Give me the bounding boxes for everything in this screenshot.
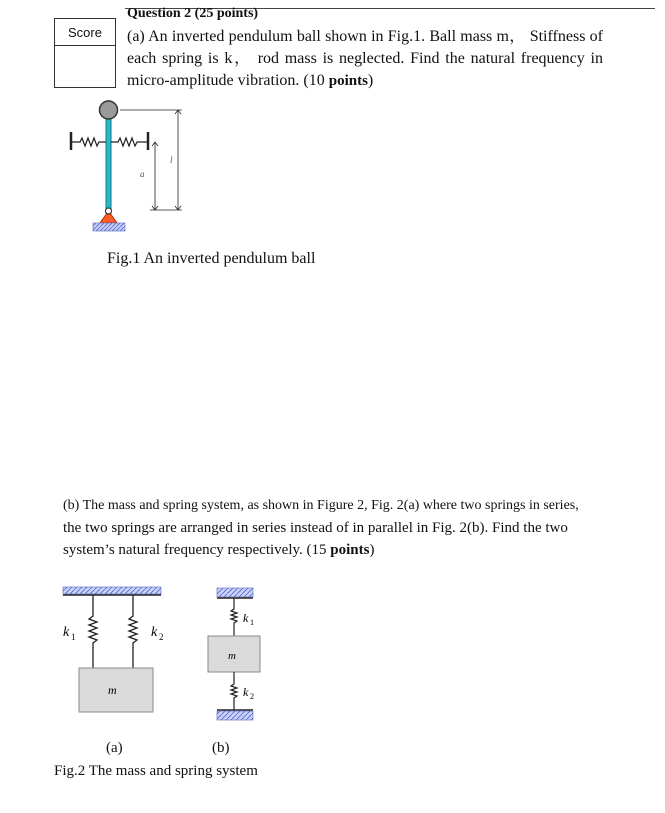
fig2a-k2-label: k: [151, 625, 158, 640]
pendulum-rod: [106, 115, 111, 213]
fig2b-k1-sub: 1: [250, 618, 254, 627]
fig2b-spring-k2: [231, 672, 237, 710]
score-box: [54, 18, 116, 88]
part-b-line-3-wrap: [63, 539, 603, 561]
fig1-a-label: a: [140, 169, 145, 179]
part-a-body: (a) An inverted pendulum ball shown in Fig.1. Ball mass m， Stiffness of each spring is k， rod mass is neglected. Find the natural frequency in micro-amplitude vibration. (10: [127, 28, 603, 89]
figure-1-caption: Fig.1 An inverted pendulum ball: [107, 250, 316, 267]
figure-2a: [55, 584, 170, 714]
part-b-text: [63, 495, 603, 561]
figure-2b: [202, 584, 262, 726]
fig1-left-spring: [71, 138, 106, 146]
fig2a-sublabel: (a): [106, 740, 123, 756]
figure-1: [60, 95, 200, 245]
fig2b-mass-label: m: [228, 650, 236, 662]
score-label: Score: [55, 19, 115, 46]
part-b-points: points: [330, 542, 370, 558]
fig2a-k2-sub: 2: [159, 632, 164, 642]
fig1-right-spring: [111, 138, 148, 146]
part-b-close: ): [369, 542, 375, 558]
fig2a-k1-sub: 1: [71, 632, 76, 642]
fig1-l-label: l: [170, 155, 173, 165]
fig1-ground: [93, 223, 125, 231]
fig2b-sublabel: (b): [212, 740, 230, 756]
fig2b-bottom-support: [217, 711, 253, 720]
fig2b-spring-k1: [231, 598, 237, 636]
part-a-points: points: [328, 73, 368, 89]
fig2a-spring-k1: [89, 595, 97, 668]
fig2a-k1-label: k: [63, 625, 70, 640]
fig2a-mass-label: m: [108, 683, 117, 697]
part-b-line-2: the two springs are arranged in series instead of in parallel in Fig. 2(b). Find the two: [63, 520, 568, 536]
fig2a-ceiling: [63, 587, 161, 594]
fig2b-k2-sub: 2: [250, 692, 254, 701]
pendulum-ball: [100, 101, 118, 119]
part-b-line-3: system’s natural frequency respectively. (15: [63, 542, 331, 558]
part-a-text: [127, 26, 603, 92]
part-b-line-1: (b) The mass and spring system, as shown in Figure 2, Fig. 2(a) where two springs in series,: [63, 498, 579, 513]
fig2b-top-support: [217, 588, 253, 597]
fig2b-k1-label: k: [243, 611, 249, 625]
fig2a-spring-k2: [129, 595, 137, 668]
question-title: Question 2 (25 points): [127, 6, 259, 21]
fig2b-k2-label: k: [243, 685, 249, 699]
part-a-close: ): [367, 72, 374, 89]
figure-2-caption: Fig.2 The mass and spring system: [54, 763, 258, 779]
